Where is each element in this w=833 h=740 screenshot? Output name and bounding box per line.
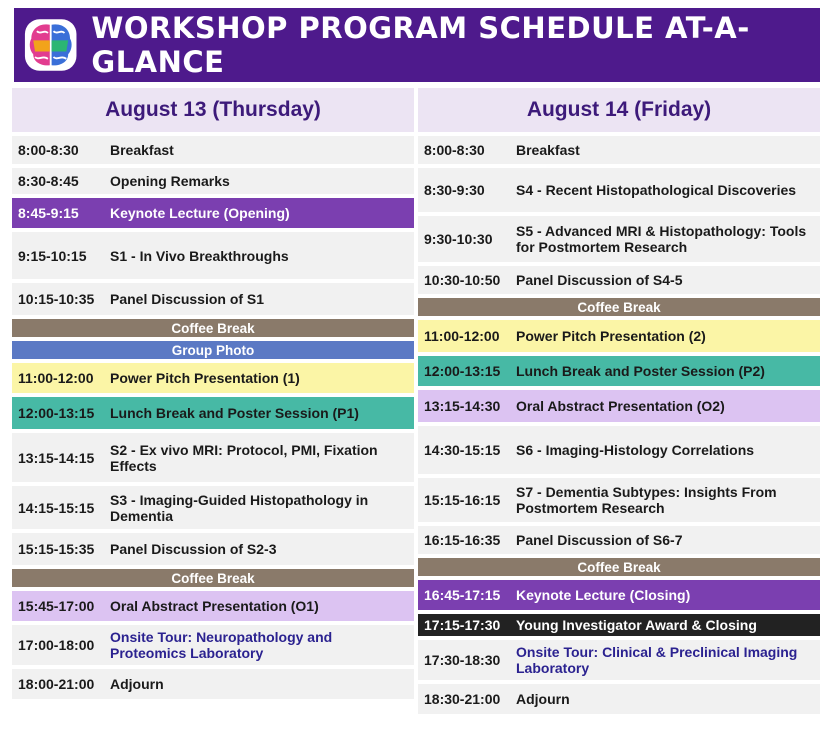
session-time: 10:15-10:35	[18, 291, 95, 307]
schedule-row	[12, 168, 414, 194]
session-time: 16:45-17:15	[424, 587, 501, 603]
coffee-break-bar: Coffee Break	[418, 558, 820, 576]
schedule-row-oral-abstract	[418, 390, 820, 422]
session-title: Young Investigator Award & Closing	[516, 617, 757, 633]
schedule-row-award	[418, 614, 820, 636]
schedule-row-power-pitch	[12, 363, 414, 393]
session-title: Lunch Break and Poster Session (P1)	[110, 405, 359, 421]
session-title: Power Pitch Presentation (2)	[516, 328, 706, 344]
session-title: S5 - Advanced MRI & Histopathology: Tools for Postmortem Research	[516, 223, 807, 255]
session-title: Panel Discussion of S2-3	[110, 541, 277, 557]
schedule-row	[12, 533, 414, 565]
session-time: 17:30-18:30	[424, 652, 501, 668]
schedule-row	[12, 232, 414, 279]
session-title: Keynote Lecture (Opening)	[110, 205, 290, 221]
page-header	[14, 8, 820, 82]
session-title: S1 - In Vivo Breakthroughs	[110, 247, 289, 264]
session-time: 18:30-21:00	[424, 691, 501, 707]
session-time: 14:15-15:15	[18, 499, 95, 516]
schedule-row-power-pitch	[418, 320, 820, 352]
session-title: Keynote Lecture (Closing)	[516, 587, 691, 603]
session-title: Oral Abstract Presentation (O1)	[110, 598, 319, 614]
group-photo-bar: Group Photo	[12, 341, 414, 359]
session-title: Opening Remarks	[110, 173, 230, 189]
schedule-row	[418, 216, 820, 262]
session-time: 18:00-21:00	[18, 676, 95, 692]
schedule-row	[12, 669, 414, 699]
session-time: 17:15-17:30	[424, 617, 501, 633]
day-heading: August 14 (Friday)	[418, 88, 820, 132]
schedule-row	[418, 136, 820, 164]
session-title: Onsite Tour: Neuropathology and Proteomics Laboratory	[110, 629, 333, 661]
session-title: S6 - Imaging-Histology Correlations	[516, 442, 755, 458]
session-time: 12:00-13:15	[18, 405, 95, 421]
schedule-row-oral-abstract	[12, 591, 414, 621]
schedule-row-lunch	[418, 356, 820, 386]
session-title: Panel Discussion of S4-5	[516, 272, 683, 288]
session-time: 17:00-18:00	[18, 637, 95, 653]
session-time: 9:30-10:30	[424, 231, 493, 247]
schedule-row-tour	[418, 640, 820, 680]
schedule-row-lunch	[12, 397, 414, 429]
schedule-row	[12, 433, 414, 482]
coffee-break-bar: Coffee Break	[12, 319, 414, 337]
session-time: 13:15-14:15	[18, 449, 95, 466]
session-time: 8:00-8:30	[18, 142, 79, 158]
session-title: Panel Discussion of S1	[110, 291, 265, 307]
schedule-row-keynote	[418, 580, 820, 610]
session-title: Breakfast	[110, 142, 174, 158]
session-title: Lunch Break and Poster Session (P2)	[516, 363, 765, 379]
session-title: S2 - Ex vivo MRI: Protocol, PMI, Fixation Effects	[110, 441, 378, 474]
schedule-row	[418, 168, 820, 212]
session-title: Adjourn	[110, 676, 164, 692]
session-title: S4 - Recent Histopathological Discoveries	[516, 182, 797, 198]
schedule-row	[12, 136, 414, 164]
session-time: 8:45-9:15	[18, 205, 79, 221]
schedule-row-tour	[12, 625, 414, 665]
session-title: Adjourn	[516, 691, 570, 707]
schedule-row-keynote	[12, 198, 414, 228]
session-time: 16:15-16:35	[424, 532, 501, 548]
session-time: 9:15-10:15	[18, 247, 87, 264]
session-time: 8:30-9:30	[424, 182, 485, 198]
schedule-row	[418, 266, 820, 294]
session-time: 8:00-8:30	[424, 142, 485, 158]
session-time: 11:00-12:00	[424, 328, 500, 344]
session-time: 15:45-17:00	[18, 598, 95, 614]
schedule-row	[12, 283, 414, 315]
session-time: 12:00-13:15	[424, 363, 501, 379]
day-column-thursday	[12, 88, 414, 703]
session-time: 15:15-15:35	[18, 541, 95, 557]
session-title: Panel Discussion of S6-7	[516, 532, 683, 548]
page-title: WORKSHOP PROGRAM SCHEDULE AT-A-GLANCE	[91, 11, 750, 79]
session-time: 14:30-15:15	[424, 442, 501, 458]
schedule-row	[418, 478, 820, 522]
session-time: 10:30-10:50	[424, 272, 501, 288]
session-time: 8:30-8:45	[18, 173, 79, 189]
session-title: Breakfast	[516, 142, 580, 158]
session-time: 13:15-14:30	[424, 398, 501, 414]
schedule-row	[12, 486, 414, 529]
session-title: Onsite Tour: Clinical & Preclinical Imaging Laboratory	[516, 644, 798, 676]
coffee-break-bar: Coffee Break	[418, 298, 820, 316]
session-title: Power Pitch Presentation (1)	[110, 370, 300, 386]
day-heading: August 13 (Thursday)	[12, 88, 414, 132]
session-title: S7 - Dementia Subtypes: Insights From Postmortem Research	[516, 484, 777, 516]
coffee-break-bar: Coffee Break	[12, 569, 414, 587]
session-title: S3 - Imaging-Guided Histopathology in Dementia	[110, 491, 369, 524]
day-column-friday	[418, 88, 820, 718]
session-title: Oral Abstract Presentation (O2)	[516, 398, 725, 414]
session-time: 15:15-16:15	[424, 492, 501, 508]
schedule-row	[418, 526, 820, 554]
brain-logo-icon	[24, 16, 77, 74]
schedule-row	[418, 426, 820, 474]
session-time: 11:00-12:00	[18, 370, 94, 386]
schedule-row	[418, 684, 820, 714]
